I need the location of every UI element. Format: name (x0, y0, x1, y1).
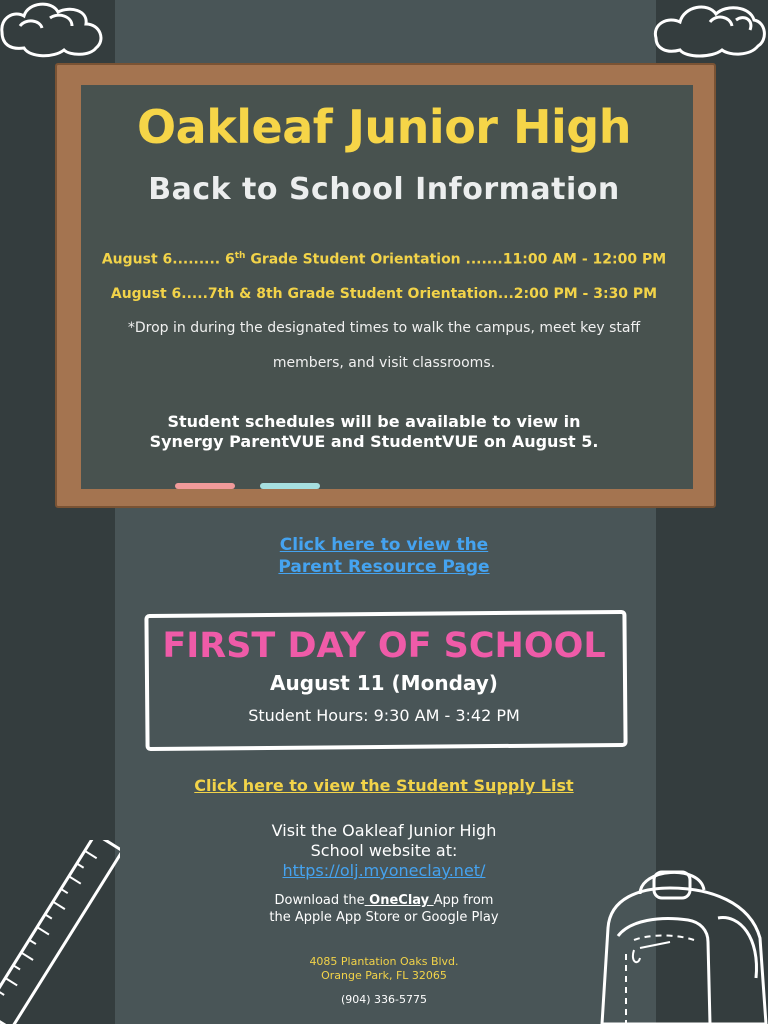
student-hours: Student Hours: 9:30 AM - 3:42 PM (248, 706, 520, 725)
backpack-icon (600, 858, 768, 1024)
blue-chalk-icon (260, 483, 320, 489)
school-address: 4085 Plantation Oaks Blvd. Orange Park, FL 32065 (309, 955, 459, 982)
parent-resource-link[interactable]: Click here to view the Parent Resource Page (278, 535, 490, 577)
orientation-note: *Drop in during the designated times to walk the campus, meet key staff members, and visit classrooms. (127, 320, 641, 371)
schedule-row-7th-8th: August 6.....7th & 8th Grade Student Orientation...2:00 PM - 3:30 PM (110, 286, 658, 302)
school-title: Oakleaf Junior High (137, 100, 631, 154)
pink-chalk-icon (175, 483, 235, 489)
visit-website-text: Visit the Oakleaf Junior High School website at: (271, 821, 497, 860)
first-day-date: August 11 (Monday) (270, 671, 498, 695)
oneclay-app-link[interactable]: OneClay (364, 893, 434, 908)
cloud-right-icon (650, 0, 768, 62)
page-subtitle: Back to School Information (148, 172, 620, 207)
school-phone: (904) 336-5775 (340, 993, 428, 1006)
ruler-icon (0, 840, 120, 1024)
cloud-left-icon (0, 0, 110, 62)
schedules-notice: Student schedules will be available to view in Synergy ParentVUE and StudentVUE on August 5. (149, 412, 599, 451)
download-app-text: Download the OneClay App from the Apple App Store or Google Play (269, 893, 499, 925)
first-day-title: FIRST DAY OF SCHOOL (162, 626, 606, 666)
supply-list-link[interactable]: Click here to view the Student Supply List (194, 776, 574, 795)
schedule-row-6th: August 6......... 6th Grade Student Orientation .......11:00 AM - 12:00 PM (101, 251, 667, 268)
website-link[interactable]: https://olj.myoneclay.net/ (282, 861, 486, 880)
